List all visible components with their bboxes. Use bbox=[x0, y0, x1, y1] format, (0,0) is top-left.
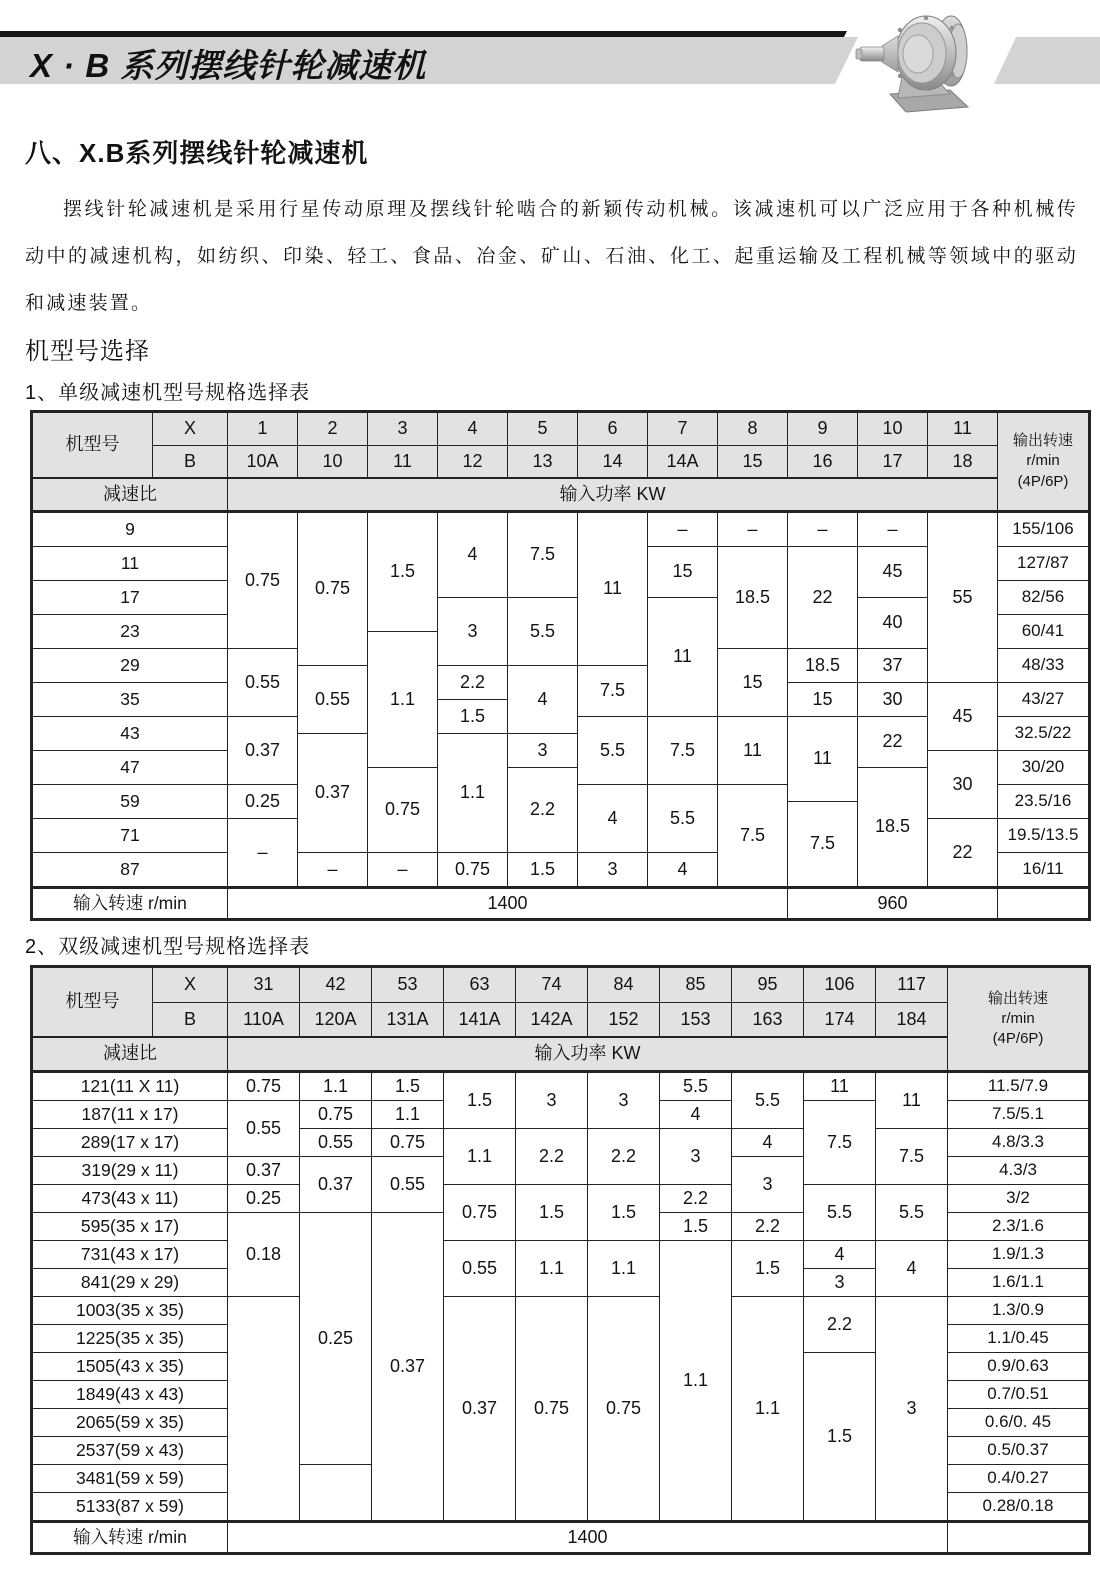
table-cell: 15 bbox=[648, 547, 718, 598]
table-cell: 7.5 bbox=[648, 717, 718, 785]
table-cell: 18.5 bbox=[718, 547, 788, 649]
table-cell: 16/11 bbox=[998, 853, 1088, 887]
header-accent-bar bbox=[0, 31, 847, 37]
table-cell: 0.75 bbox=[228, 513, 298, 649]
table-cell: 71 bbox=[33, 819, 228, 853]
table-cell: 131A bbox=[372, 1003, 444, 1038]
table-cell: 输出转速 r/min (4P/6P) bbox=[998, 413, 1088, 513]
table-cell: 1.5 bbox=[444, 1073, 516, 1129]
table-cell: 53 bbox=[372, 968, 444, 1003]
table-cell: 74 bbox=[516, 968, 588, 1003]
table-cell: 2.2 bbox=[508, 768, 578, 853]
table-cell: 输入转速 r/min bbox=[33, 1521, 228, 1552]
table-cell: 7.5 bbox=[876, 1129, 948, 1185]
table-cell: 0.75 bbox=[516, 1297, 588, 1521]
table-cell: 45 bbox=[928, 683, 998, 751]
table-cell: 5.5 bbox=[732, 1073, 804, 1129]
table-cell: 2 bbox=[298, 413, 368, 446]
table-cell: 18 bbox=[928, 446, 998, 479]
table-cell: 63 bbox=[444, 968, 516, 1003]
table-cell: 35 bbox=[33, 683, 228, 717]
table-cell: 2.2 bbox=[438, 666, 508, 700]
table-cell: 11.5/7.9 bbox=[948, 1073, 1088, 1101]
table-cell: 11 bbox=[804, 1073, 876, 1101]
table-cell: 45 bbox=[858, 547, 928, 598]
table-cell: 473(43 x 11) bbox=[33, 1185, 228, 1213]
table-cell: 1.1 bbox=[372, 1101, 444, 1129]
table-cell: – bbox=[718, 513, 788, 547]
table-cell: 30 bbox=[928, 751, 998, 819]
table-cell: 5.5 bbox=[876, 1185, 948, 1241]
table-cell: 3 bbox=[732, 1157, 804, 1213]
table-cell: 0.9/0.63 bbox=[948, 1353, 1088, 1381]
table-cell: 5133(87 x 59) bbox=[33, 1493, 228, 1521]
flange-bolt bbox=[950, 72, 954, 76]
table-cell: 4 bbox=[438, 413, 508, 446]
table-cell: 1.5 bbox=[804, 1353, 876, 1521]
reducer-hub bbox=[903, 35, 933, 73]
page-title: X · B 系列摆线针轮减速机 bbox=[30, 47, 427, 84]
table-cell: 0.5/0.37 bbox=[948, 1437, 1088, 1465]
table-cell: – bbox=[298, 853, 368, 887]
table-cell: 1.5 bbox=[508, 853, 578, 887]
table-cell: 5 bbox=[508, 413, 578, 446]
table-cell: 7.5/5.1 bbox=[948, 1101, 1088, 1129]
table-cell: 17 bbox=[33, 581, 228, 615]
reducer-cone bbox=[882, 36, 898, 72]
table-cell: 60/41 bbox=[998, 615, 1088, 649]
section-heading: 八、X.B系列摆线针轮减速机 bbox=[25, 138, 369, 168]
table-cell: 0.7/0.51 bbox=[948, 1381, 1088, 1409]
reducer-shaft-end bbox=[856, 49, 862, 59]
table-cell: 2.2 bbox=[804, 1297, 876, 1353]
table-cell: 10 bbox=[858, 413, 928, 446]
table-cell: – bbox=[648, 513, 718, 547]
table-cell: 59 bbox=[33, 785, 228, 819]
table-cell: 4.3/3 bbox=[948, 1157, 1088, 1185]
table-cell: 4 bbox=[804, 1241, 876, 1269]
intro-paragraph: 摆线针轮减速机是采用行星传动原理及摆线针轮啮合的新颖传动机械。该减速机可以广泛应用于各种机械传动中的减速机构，如纺织、印染、轻工、食品、冶金、矿山、石油、化工、起重运输及工程机械等领域中的驱动和减速装置。 bbox=[25, 199, 1078, 314]
table-cell: 5.5 bbox=[578, 717, 648, 785]
table-cell: 11 bbox=[928, 413, 998, 446]
table-cell: 4 bbox=[648, 853, 718, 887]
table-cell: 1 bbox=[228, 413, 298, 446]
table-cell: 1400 bbox=[228, 1521, 948, 1552]
table-cell: 1400 bbox=[228, 887, 788, 918]
double-stage-selection-table bbox=[30, 965, 1091, 1555]
table-cell: 0.75 bbox=[228, 1073, 300, 1101]
table-cell: 22 bbox=[788, 547, 858, 649]
table-cell: 4 bbox=[660, 1101, 732, 1129]
table-cell: 106 bbox=[804, 968, 876, 1003]
table-cell: 5.5 bbox=[508, 598, 578, 666]
flange-bolt bbox=[898, 28, 902, 32]
table-cell: 4 bbox=[508, 666, 578, 734]
table-cell: X bbox=[153, 968, 228, 1003]
table-cell: B bbox=[153, 446, 228, 479]
table-cell: 0.55 bbox=[228, 649, 298, 717]
table-cell bbox=[300, 1465, 372, 1521]
table-cell: 4 bbox=[438, 513, 508, 598]
table-cell: – bbox=[788, 513, 858, 547]
table-cell: 2537(59 x 43) bbox=[33, 1437, 228, 1465]
reducer-shaft bbox=[860, 47, 884, 61]
table-cell: 7 bbox=[648, 413, 718, 446]
table-cell: 11 bbox=[33, 547, 228, 581]
reducer-product-photo bbox=[852, 6, 992, 118]
table-cell: 43/27 bbox=[998, 683, 1088, 717]
flange-bolt bbox=[924, 86, 928, 90]
table-cell: 0.37 bbox=[298, 734, 368, 853]
table-cell: 2.2 bbox=[588, 1129, 660, 1185]
table-cell: 减速比 bbox=[33, 1038, 228, 1073]
flange-bolt bbox=[950, 26, 954, 30]
table-cell: 0.4/0.27 bbox=[948, 1465, 1088, 1493]
table-cell: 机型号 bbox=[33, 413, 153, 479]
table-cell: 0.55 bbox=[444, 1241, 516, 1297]
table-cell: 0.37 bbox=[228, 717, 298, 785]
table-cell: 5.5 bbox=[660, 1073, 732, 1101]
table-cell: 32.5/22 bbox=[998, 717, 1088, 751]
table-cell: 155/106 bbox=[998, 513, 1088, 547]
table-cell: 4 bbox=[876, 1241, 948, 1297]
table-cell: X bbox=[153, 413, 228, 446]
table-cell: 12 bbox=[438, 446, 508, 479]
banner-right-stripe bbox=[994, 37, 1100, 84]
table-cell: 30/20 bbox=[998, 751, 1088, 785]
table-cell: 6 bbox=[578, 413, 648, 446]
table-cell: 0.75 bbox=[438, 853, 508, 887]
table-cell: 2.3/1.6 bbox=[948, 1213, 1088, 1241]
table-cell: 9 bbox=[788, 413, 858, 446]
table-cell: 11 bbox=[718, 717, 788, 785]
table-cell: 47 bbox=[33, 751, 228, 785]
table-cell: 0.55 bbox=[228, 1101, 300, 1157]
table-cell: 141A bbox=[444, 1003, 516, 1038]
table1-caption: 1、单级减速机型号规格选择表 bbox=[25, 382, 311, 404]
table-cell: 1.1 bbox=[300, 1073, 372, 1101]
table-cell: 3 bbox=[588, 1073, 660, 1129]
table-cell: 960 bbox=[788, 887, 998, 918]
table-cell: 1225(35 x 35) bbox=[33, 1325, 228, 1353]
table-cell: 127/87 bbox=[998, 547, 1088, 581]
table-cell bbox=[948, 1521, 1088, 1552]
table-cell: 37 bbox=[858, 649, 928, 683]
table-cell: 4.8/3.3 bbox=[948, 1129, 1088, 1157]
table-cell: 731(43 x 17) bbox=[33, 1241, 228, 1269]
table-cell: 0.75 bbox=[372, 1129, 444, 1157]
table-cell: 0.37 bbox=[372, 1213, 444, 1521]
table-cell: 120A bbox=[300, 1003, 372, 1038]
table-cell: 0.75 bbox=[298, 513, 368, 666]
table-cell: – bbox=[858, 513, 928, 547]
table-cell: 7.5 bbox=[804, 1101, 876, 1185]
table-cell: 0.28/0.18 bbox=[948, 1493, 1088, 1521]
table-cell: 4 bbox=[732, 1129, 804, 1157]
table-cell: 3 bbox=[578, 853, 648, 887]
table-cell: 95 bbox=[732, 968, 804, 1003]
table-cell: 1.6/1.1 bbox=[948, 1269, 1088, 1297]
flange-bolt bbox=[898, 74, 902, 78]
table-cell: 输入功率 KW bbox=[228, 479, 998, 513]
table-cell: 0.18 bbox=[228, 1213, 300, 1297]
table-cell: 1.5 bbox=[438, 700, 508, 734]
subsection-heading: 机型号选择 bbox=[25, 338, 150, 365]
table-cell: 3 bbox=[508, 734, 578, 768]
table-cell: 110A bbox=[228, 1003, 300, 1038]
table-cell: 43 bbox=[33, 717, 228, 751]
table-cell: 18.5 bbox=[858, 768, 928, 887]
table-cell: 117 bbox=[876, 968, 948, 1003]
table-cell: 2.2 bbox=[660, 1185, 732, 1213]
table-cell: 82/56 bbox=[998, 581, 1088, 615]
table-cell bbox=[998, 887, 1088, 918]
table-cell: 1.1 bbox=[732, 1297, 804, 1521]
table-cell: 11 bbox=[788, 717, 858, 802]
table-cell: 11 bbox=[368, 446, 438, 479]
table-cell: 15 bbox=[788, 683, 858, 717]
table-cell: 8 bbox=[718, 413, 788, 446]
table-cell: 595(35 x 17) bbox=[33, 1213, 228, 1241]
table-cell: 184 bbox=[876, 1003, 948, 1038]
table-cell: 0.6/0. 45 bbox=[948, 1409, 1088, 1437]
table-cell: 3 bbox=[876, 1297, 948, 1521]
table-cell: 1505(43 x 35) bbox=[33, 1353, 228, 1381]
table-cell: 3 bbox=[660, 1129, 732, 1185]
table-cell: – bbox=[228, 819, 298, 887]
table-cell: 14 bbox=[578, 446, 648, 479]
table-cell: 11 bbox=[876, 1073, 948, 1129]
table-cell: 19.5/13.5 bbox=[998, 819, 1088, 853]
table-cell: 7.5 bbox=[788, 802, 858, 887]
table-cell: 14A bbox=[648, 446, 718, 479]
table-cell bbox=[228, 1297, 300, 1521]
table-cell: 10 bbox=[298, 446, 368, 479]
table-cell: 输入功率 KW bbox=[228, 1038, 948, 1073]
table-cell: 18.5 bbox=[788, 649, 858, 683]
table-cell: 87 bbox=[33, 853, 228, 887]
table-cell: 174 bbox=[804, 1003, 876, 1038]
table-cell: 16 bbox=[788, 446, 858, 479]
table-cell: 1.1/0.45 bbox=[948, 1325, 1088, 1353]
table-cell: 4 bbox=[578, 785, 648, 853]
table-cell: 输入转速 r/min bbox=[33, 887, 228, 918]
table-cell: 48/33 bbox=[998, 649, 1088, 683]
table-cell: 7.5 bbox=[578, 666, 648, 717]
table-cell: 1.9/1.3 bbox=[948, 1241, 1088, 1269]
table-cell: 84 bbox=[588, 968, 660, 1003]
table-cell: 55 bbox=[928, 513, 998, 683]
table-cell: 1.5 bbox=[368, 513, 438, 632]
table-cell: 1.1 bbox=[588, 1241, 660, 1297]
table-cell: 23 bbox=[33, 615, 228, 649]
table-cell: 0.75 bbox=[444, 1185, 516, 1241]
table-cell: 22 bbox=[928, 819, 998, 887]
single-stage-selection-table bbox=[30, 410, 1091, 921]
table-cell: 85 bbox=[660, 968, 732, 1003]
table-cell: 13 bbox=[508, 446, 578, 479]
table-cell: 152 bbox=[588, 1003, 660, 1038]
table-cell: 10A bbox=[228, 446, 298, 479]
table-cell: 1.1 bbox=[444, 1129, 516, 1185]
table-cell: 1.5 bbox=[516, 1185, 588, 1241]
table-cell: 1.1 bbox=[516, 1241, 588, 1297]
table-cell: 1.5 bbox=[660, 1213, 732, 1241]
table-cell: 2.2 bbox=[732, 1213, 804, 1241]
table-cell: 0.75 bbox=[588, 1297, 660, 1521]
table-cell: 0.55 bbox=[298, 666, 368, 734]
table-cell: 1849(43 x 43) bbox=[33, 1381, 228, 1409]
table-cell: 0.37 bbox=[228, 1157, 300, 1185]
table-cell: 187(11 x 17) bbox=[33, 1101, 228, 1129]
table-cell: 0.37 bbox=[300, 1157, 372, 1213]
table-cell: 7.5 bbox=[718, 785, 788, 887]
table-cell: 142A bbox=[516, 1003, 588, 1038]
table-cell: 3 bbox=[368, 413, 438, 446]
table-cell: 15 bbox=[718, 649, 788, 717]
table-cell: 0.55 bbox=[372, 1157, 444, 1213]
table-cell: 40 bbox=[858, 598, 928, 649]
table-cell: 15 bbox=[718, 446, 788, 479]
table-cell: 841(29 x 29) bbox=[33, 1269, 228, 1297]
table-cell: 机型号 bbox=[33, 968, 153, 1038]
table-cell: 153 bbox=[660, 1003, 732, 1038]
table-cell: 1.1 bbox=[368, 632, 438, 768]
table-cell: 5.5 bbox=[648, 785, 718, 853]
table-cell: 1003(35 x 35) bbox=[33, 1297, 228, 1325]
table-cell: 输出转速 r/min (4P/6P) bbox=[948, 968, 1088, 1073]
table-cell: 7.5 bbox=[508, 513, 578, 598]
table-cell: 减速比 bbox=[33, 479, 228, 513]
table-cell: 3 bbox=[516, 1073, 588, 1129]
table-cell: 42 bbox=[300, 968, 372, 1003]
table-cell: 30 bbox=[858, 683, 928, 717]
table-cell: 1.5 bbox=[732, 1241, 804, 1297]
table-cell: 22 bbox=[858, 717, 928, 768]
table-cell: 0.25 bbox=[228, 785, 298, 819]
table2-caption: 2、双级减速机型号规格选择表 bbox=[25, 936, 311, 958]
table-cell: 23.5/16 bbox=[998, 785, 1088, 819]
table-cell: 1.1 bbox=[660, 1241, 732, 1521]
table-cell: 1.5 bbox=[588, 1185, 660, 1241]
table-cell: 2065(59 x 35) bbox=[33, 1409, 228, 1437]
table-cell: 0.37 bbox=[444, 1297, 516, 1521]
table-cell: 3/2 bbox=[948, 1185, 1088, 1213]
table-cell: 9 bbox=[33, 513, 228, 547]
table-cell: 0.75 bbox=[300, 1101, 372, 1129]
flange-bolt bbox=[924, 16, 928, 20]
table-cell: 0.55 bbox=[300, 1129, 372, 1157]
table-cell: 1.1 bbox=[438, 734, 508, 853]
table-cell: 3 bbox=[438, 598, 508, 666]
table-cell: 0.75 bbox=[368, 768, 438, 853]
table-cell: 0.25 bbox=[228, 1185, 300, 1213]
table-cell: 17 bbox=[858, 446, 928, 479]
table-cell: 319(29 x 11) bbox=[33, 1157, 228, 1185]
table-cell: 121(11 X 11) bbox=[33, 1073, 228, 1101]
table-cell: B bbox=[153, 1003, 228, 1038]
table-cell: – bbox=[368, 853, 438, 887]
table-cell: 1.5 bbox=[372, 1073, 444, 1101]
table-cell: 29 bbox=[33, 649, 228, 683]
table-cell: 2.2 bbox=[516, 1129, 588, 1185]
table-cell: 5.5 bbox=[804, 1185, 876, 1241]
table-cell: 289(17 x 17) bbox=[33, 1129, 228, 1157]
table-cell: 1.3/0.9 bbox=[948, 1297, 1088, 1325]
table-cell: 11 bbox=[578, 513, 648, 666]
table-cell: 163 bbox=[732, 1003, 804, 1038]
table-cell: 31 bbox=[228, 968, 300, 1003]
table-cell: 11 bbox=[648, 598, 718, 717]
table-cell: 3 bbox=[804, 1269, 876, 1297]
table-cell: 3481(59 x 59) bbox=[33, 1465, 228, 1493]
table-cell: 0.25 bbox=[300, 1213, 372, 1465]
